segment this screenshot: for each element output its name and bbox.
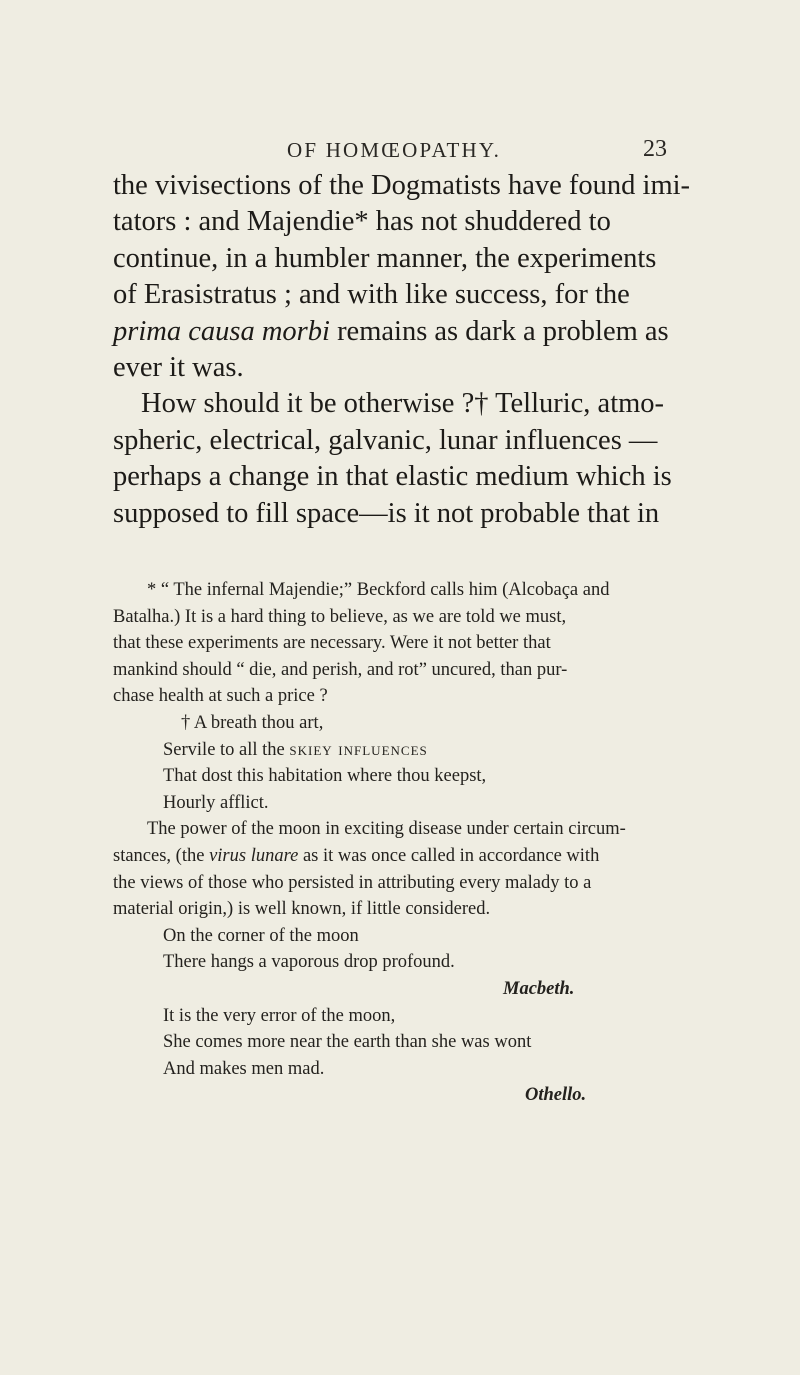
attribution: Othello. bbox=[525, 1085, 587, 1106]
body-line: of Erasistratus ; and with like success, for the bbox=[113, 279, 630, 311]
footnote-line: The power of the moon in exciting disease under certain circum- bbox=[147, 819, 626, 840]
verse-line: That dost this habitation where thou keepst, bbox=[163, 766, 487, 787]
verse-line: It is the very error of the moon, bbox=[163, 1005, 396, 1026]
verse-line: There hangs a vaporous drop profound. bbox=[163, 952, 455, 973]
footnote-text: stances, (the bbox=[113, 845, 205, 866]
verse-text: Servile to all the bbox=[163, 739, 285, 760]
small-caps-phrase: skiey influences bbox=[289, 739, 428, 760]
body-line: the vivisections of the Dogmatists have found imi- bbox=[113, 170, 691, 201]
latin-phrase: virus lunare bbox=[209, 845, 299, 866]
body-line: tators : and Majendie* has not shuddered to bbox=[113, 206, 611, 238]
footnote-text: as it was once called in accordance with bbox=[302, 845, 600, 866]
footnote-line: the views of those who persisted in attributing every malady to a bbox=[113, 872, 592, 893]
running-header: OF HOMŒOPATHY. bbox=[287, 138, 502, 162]
body-line: How should it be otherwise ?† Telluric, atmo- bbox=[141, 388, 665, 420]
body-line-tail: remains as dark a problem as bbox=[337, 315, 669, 347]
body-line: continue, in a humbler manner, the experiments bbox=[113, 242, 657, 274]
body-line: spheric, electrical, galvanic, lunar influences — bbox=[113, 424, 658, 456]
main-text-block bbox=[113, 168, 691, 532]
verse-line: On the corner of the moon bbox=[163, 925, 359, 946]
body-line: supposed to fill space—is it not probable that in bbox=[113, 497, 660, 529]
footnote-line: chase health at such a price ? bbox=[113, 686, 328, 707]
verse-line: And makes men mad. bbox=[163, 1058, 325, 1079]
verse-line: Hourly afflict. bbox=[163, 792, 269, 813]
body-line: ever it was. bbox=[113, 351, 244, 383]
page-number: 23 bbox=[643, 136, 667, 162]
body-line: perhaps a change in that elastic medium which is bbox=[113, 461, 672, 493]
verse-line bbox=[113, 737, 685, 764]
footnotes-block bbox=[113, 577, 685, 1109]
verse-line: † A breath thou art, bbox=[181, 712, 324, 733]
footnote-line: * “ The infernal Majendie;” Beckford calls him (Alcobaça and bbox=[147, 580, 610, 600]
body-line bbox=[113, 314, 685, 350]
footnote-line: material origin,) is well known, if little considered. bbox=[113, 899, 491, 920]
attribution: Macbeth. bbox=[503, 978, 575, 999]
footnote-line: that these experiments are necessary. Were it not better that bbox=[113, 633, 551, 654]
latin-phrase: prima causa morbi bbox=[113, 315, 330, 347]
footnote-line: Batalha.) It is a hard thing to believe, as we are told we must, bbox=[113, 606, 567, 627]
footnote-line: mankind should “ die, and perish, and rot” uncured, than pur- bbox=[113, 659, 568, 680]
footnote-line bbox=[113, 843, 685, 870]
verse-line: She comes more near the earth than she was wont bbox=[163, 1032, 532, 1053]
